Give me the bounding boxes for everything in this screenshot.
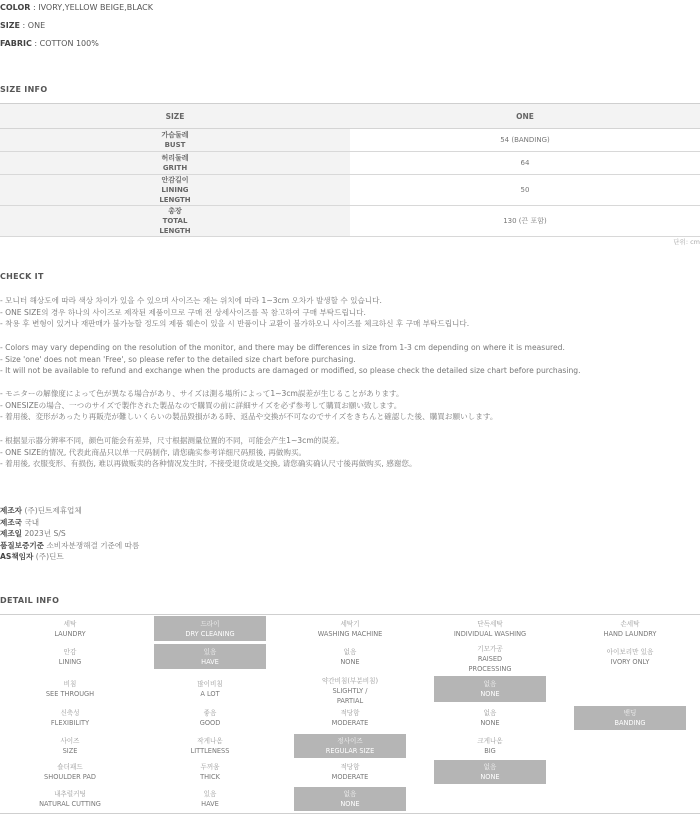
detail-option-en: HAND LAUNDRY: [603, 629, 657, 638]
notice-line: - 根据显示器分辨率不同，颜色可能会有差异，尺寸根据测量位置的不同，可能会产生1~3cm的误差。: [0, 436, 345, 445]
detail-option-ko: 안감: [63, 647, 77, 656]
detail-option: [14, 734, 126, 758]
maker-value: (주)딘트제휴업체: [24, 506, 82, 515]
detail-option-ko: 많이비침: [197, 680, 223, 688]
manufacturer-info: [0, 505, 139, 563]
detail-option-ko: 내추럴커팅: [54, 790, 86, 798]
check-japanese: [0, 388, 497, 423]
detail-option-ko: 없음: [483, 680, 497, 688]
detail-option: [434, 760, 546, 784]
detail-option: [154, 760, 266, 784]
detail-grid: [0, 614, 700, 814]
detail-option-ko: 약간비침(부분비침): [321, 677, 379, 685]
detail-option-en: SIZE: [62, 747, 78, 755]
size-row-value: 50: [350, 175, 700, 206]
table-row: [0, 129, 700, 152]
detail-option: [14, 676, 126, 702]
detail-option-ko: 없음: [483, 709, 497, 717]
detail-option: [434, 676, 546, 702]
size-info: SIZE : ONE: [0, 21, 46, 30]
size-row-value: 54 (BANDING): [350, 129, 700, 152]
maker-label: 제조자: [0, 506, 23, 515]
detail-option-en: NATURAL CUTTING: [39, 800, 101, 808]
size-table-header-one: ONE: [350, 104, 700, 129]
detail-option-en: REGULAR SIZE: [325, 747, 375, 755]
color-label: COLOR: [0, 3, 31, 12]
fabric-label: FABRIC: [0, 39, 32, 48]
detail-option-en: NONE: [340, 657, 360, 666]
detail-option: [14, 616, 126, 641]
table-row: [0, 152, 700, 175]
detail-option: [294, 734, 406, 758]
notice-line: - It will not be available to refund and exchange when the products are damaged or modified, so please check the detailed size chart before purchasing.: [0, 366, 581, 376]
check-english: [0, 342, 581, 377]
detail-option-en: LAUNDRY: [54, 629, 86, 638]
detail-option-en: HAVE: [201, 800, 219, 808]
detail-option-ko: 숄더패드: [57, 763, 83, 771]
size-value: ONE: [27, 21, 46, 30]
notice-line: - Colors may vary depending on the resolution of the monitor, and there may be differences in size from 1-3 cm depending on where it is measured.: [0, 343, 565, 352]
notice-line: - 着用後、変形があったり再販売が難しいくらいの製品毀損がある時、返品や交換が不可なのでサイズをきちんと確認した後、購買お願いします。: [0, 412, 498, 422]
unit-note: 단위: cm: [673, 238, 700, 246]
warranty-label: 품질보증기준: [0, 540, 45, 550]
size-row-label: 가슴둘레 BUST: [0, 129, 350, 152]
detail-option-ko: 정사이즈: [337, 737, 363, 745]
detail-option: [434, 616, 546, 641]
as-value: (주)딘트: [35, 552, 64, 562]
detail-option-en: NONE: [480, 690, 500, 698]
detail-option-en: IVORY ONLY: [610, 657, 650, 666]
detail-option-ko: 적당함: [340, 709, 360, 717]
size-table-header-size: SIZE: [0, 104, 350, 129]
detail-option-en: SHOULDER PAD: [44, 773, 96, 781]
color-info: COLOR : IVORY,YELLOW BEIGE,BLACK: [0, 3, 154, 12]
check-korean: [0, 295, 469, 330]
detail-option-en: SEE THROUGH: [45, 690, 95, 698]
detail-option: [154, 676, 266, 702]
detail-option-ko: 적당함: [340, 763, 360, 771]
detail-option-en: LITTLENESS: [190, 747, 230, 755]
size-info-title: SIZE INFO: [0, 85, 48, 94]
detail-option-ko: 비침: [63, 680, 77, 688]
detail-option-ko: 세탁: [63, 619, 77, 628]
detail-option: [294, 706, 406, 730]
check-it-title: CHECK IT: [0, 272, 44, 281]
date-value: 2023년 S/S: [24, 529, 66, 539]
notice-line: - モニターの解像度によって色が異なる場合があり、サイズは測る場所によって1~3cm誤差が生じることがあります。: [0, 389, 404, 398]
detail-option: [154, 644, 266, 669]
detail-option: [574, 616, 686, 641]
detail-option-ko: 없음: [343, 647, 357, 656]
color-value: IVORY,YELLOW BEIGE,BLACK: [38, 3, 154, 12]
notice-line: - ONESIZEの場合、一つのサイズで製作された製品なので購買の前に詳細サイズを必ず参考して購買お願い致します。: [0, 400, 402, 410]
size-row-label: 허리둘레 GRITH: [0, 152, 350, 175]
check-chinese: [0, 435, 417, 470]
detail-option-en: PARTIAL: [336, 697, 364, 705]
detail-option-ko: 손세탁: [620, 619, 640, 628]
detail-option: [294, 760, 406, 784]
detail-option-ko: 없음: [483, 763, 497, 771]
notice-line: - 着用後, 衣服变形、有损伤, 难以再做贩卖的各种情况发生时, 不接受退货或是交换, 请您确实确认尺寸後再做购买, 感谢您。: [0, 459, 417, 469]
detail-option-en: RAISED: [477, 655, 503, 663]
detail-option-en: SLIGHTLY /: [332, 687, 368, 695]
detail-option-ko: 드라이: [200, 619, 220, 628]
size-label: SIZE: [0, 21, 21, 30]
notice-line: - Size 'one' does not mean 'Free', so please refer to the detailed size chart before purchasing.: [0, 354, 356, 364]
detail-option-en: BANDING: [614, 719, 646, 727]
detail-option-en: NONE: [480, 773, 500, 781]
detail-option-ko: 좋음: [203, 709, 217, 717]
detail-option-ko: 작게나옴: [197, 737, 223, 745]
notice-line: - ONE SIZE의 경우 하나의 사이즈로 제작된 제품이므로 구매 전 상세사이즈를 꼭 참고하여 구매 부탁드립니다.: [0, 307, 366, 317]
detail-option-en: GOOD: [199, 719, 221, 727]
detail-option: [14, 760, 126, 784]
detail-option: [294, 787, 406, 811]
detail-option-ko: 크게나옴: [477, 737, 503, 745]
detail-option-ko: 아이보리만 있음: [606, 647, 654, 656]
detail-option-ko: 두꺼움: [200, 763, 220, 771]
detail-option-ko: 신축성: [60, 709, 80, 717]
table-row: [0, 175, 700, 206]
fabric-info: FABRIC : COTTON 100%: [0, 39, 99, 48]
notice-line: - ONE SIZE的情况, 代表此商品只以单一尺码制作, 请您确实参考详细尺码照後, 再做购买。: [0, 447, 307, 457]
detail-option-ko: 단독세탁: [477, 619, 503, 628]
detail-option-ko: 세탁기: [340, 619, 360, 628]
date-label: 제조일: [0, 529, 23, 539]
detail-option-en: INDIVIDUAL WASHING: [453, 629, 527, 638]
detail-option-en: HAVE: [201, 657, 219, 666]
size-row-label: 안감길이 LINING LENGTH: [0, 175, 350, 206]
detail-option: [434, 644, 546, 673]
detail-option-ko: 사이즈: [60, 737, 80, 745]
detail-option-ko: 기모가공: [477, 645, 503, 653]
detail-option-en: NONE: [340, 800, 360, 808]
detail-option: [574, 706, 686, 730]
detail-option-en: BIG: [484, 747, 496, 755]
size-row-label: 총장 TOTAL LENGTH: [0, 206, 350, 237]
detail-option: [574, 644, 686, 669]
detail-info-title: DETAIL INFO: [0, 596, 60, 605]
detail-option-ko: 밴딩: [623, 709, 637, 717]
size-table: [0, 103, 700, 237]
size-row-value: 130 (끈 포함): [350, 206, 700, 237]
detail-option: [294, 644, 406, 669]
detail-option-en: MODERATE: [331, 719, 369, 727]
size-row-value: 64: [350, 152, 700, 175]
detail-option-ko: 있음: [203, 647, 217, 656]
country-label: 제조국: [0, 517, 23, 527]
detail-option: [154, 616, 266, 641]
detail-option-ko: 있음: [203, 790, 217, 798]
table-row: [0, 206, 700, 237]
detail-option-en: LINING: [58, 657, 82, 666]
country-value: 국내: [24, 517, 40, 527]
detail-option-en: NONE: [480, 719, 500, 727]
detail-option-en: WASHING MACHINE: [317, 629, 383, 638]
detail-option: [154, 706, 266, 730]
detail-option: [14, 644, 126, 669]
warranty-value: 소비자분쟁해결 기준에 따름: [46, 540, 140, 550]
detail-option: [434, 706, 546, 730]
notice-line: - 착용 후 변형이 있거나 재판매가 불가능할 정도의 제품 훼손이 있을 시 반품이나 교환이 불가하오니 사이즈를 체크하신 후 구매 부탁드립니다.: [0, 319, 470, 329]
detail-option: [294, 616, 406, 641]
detail-option-en: THICK: [200, 773, 220, 781]
detail-option: [14, 787, 126, 811]
detail-option: [154, 734, 266, 758]
detail-option: [154, 787, 266, 811]
detail-option: [294, 676, 406, 705]
as-label: AS책임자: [0, 552, 34, 562]
detail-option: [434, 734, 546, 758]
notice-line: - 모니터 해상도에 따라 색상 차이가 있을 수 있으며 사이즈는 재는 위치에 따라 1~3cm 오차가 발생할 수 있습니다.: [0, 296, 382, 305]
detail-option-en: PROCESSING: [468, 665, 512, 673]
detail-option-en: FLEXIBILITY: [50, 719, 90, 727]
detail-option: [14, 706, 126, 730]
detail-option-en: DRY CLEANING: [185, 629, 235, 638]
fabric-value: COTTON 100%: [39, 39, 99, 48]
detail-option-en: A LOT: [200, 690, 220, 698]
detail-option-ko: 없음: [343, 790, 357, 798]
detail-option-en: MODERATE: [331, 773, 369, 781]
